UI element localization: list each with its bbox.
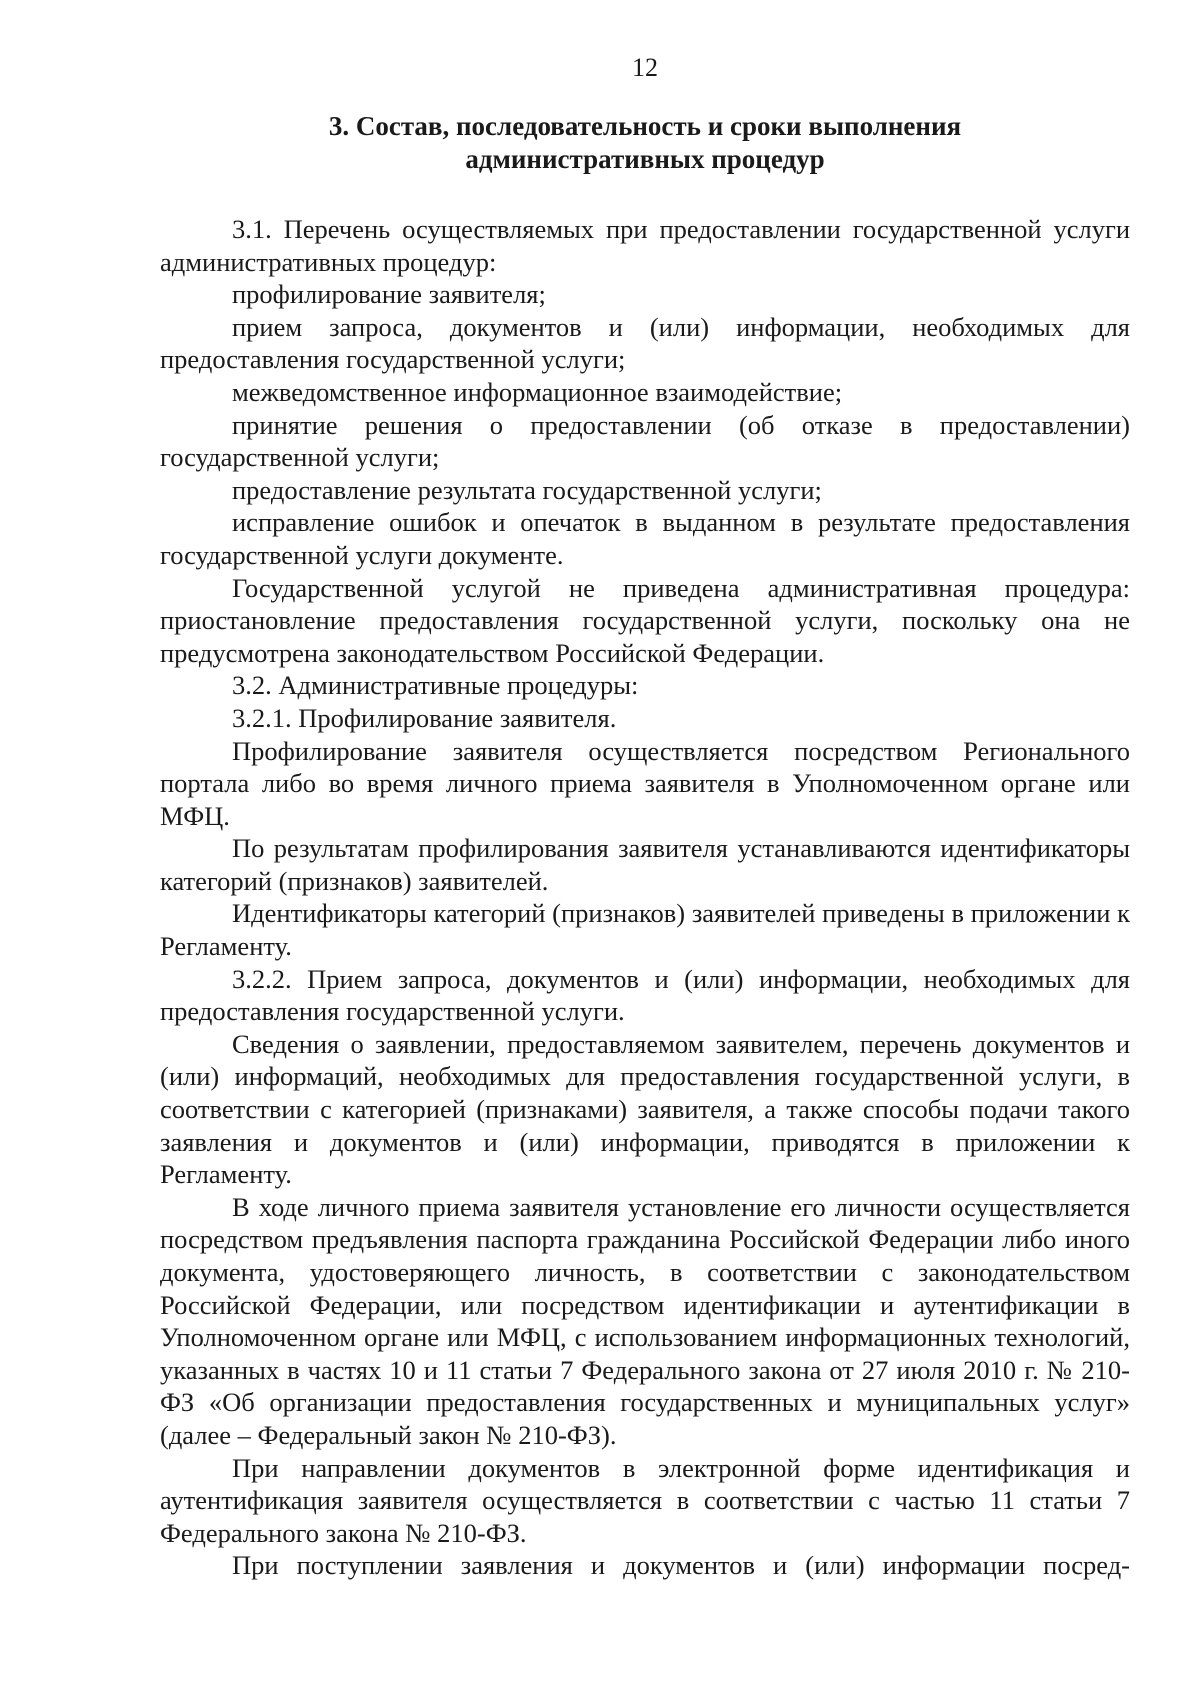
document-body (160, 213, 1130, 1582)
paragraph: Идентификаторы категорий (признаков) заявителей приведены в приложении к Регламенту. (160, 898, 1130, 962)
paragraph: Профилирование заявителя осуществляется посредством Регионального портала либо во время личного приема заявителя в Уполномоченном органе или МФЦ. (160, 735, 1130, 831)
list-item: профилирование заявителя; (232, 279, 546, 310)
subsection-heading: 3.2. Административные процедуры: (232, 670, 639, 701)
paragraph: 3.1. Перечень осуществляемых при предоставлении государственной услуги административных процедур: (160, 214, 1130, 277)
subsection-heading: 3.2.2. Прием запроса, документов и (или) информации, необходимых для предоставления государственной услуги. (160, 963, 1130, 1027)
section-heading-line-1: 3. Состав, последовательность и сроки выполнения (328, 111, 962, 141)
page-number: 12 (632, 53, 658, 82)
subsection-heading: 3.2.1. Профилирование заявителя. (232, 702, 617, 733)
list-item: межведомственное информационное взаимодействие; (232, 376, 843, 407)
section-heading-line-2: административных процедур (465, 144, 825, 174)
paragraph: Государственной услугой не приведена административная процедура: приостановление предоставления государственной услуги, поскольку она не предусмотрена законодательством Российской Федерации. (160, 572, 1130, 668)
paragraph: В ходе личного приема заявителя установление его личности осуществляется посредством предъявления паспорта гражданина Российской Федерации либо иного документа, удостоверяющего личность, в соответствии с законодательством Российской Федерации, или посредством идентификации и аутентификации в Уполномоченном органе или МФЦ, с использованием информационных технологий, указанных в частях 10 и 11 статьи 7 Федерального закона от 27 июля 2010 г. № 210-ФЗ «Об организации предоставления государственных и муниципальных услуг» (далее – Федеральный закон № 210-ФЗ). (160, 1191, 1130, 1450)
list-item: предоставление результата государственной услуги; (232, 474, 822, 505)
list-item: исправление ошибок и опечаток в выданном в результате предоставления государственной услуги документе. (160, 507, 1130, 570)
paragraph: При направлении документов в электронной форме идентификация и аутентификация заявителя осуществляется в соответствии с частью 11 статьи 7 Федерального закона № 210-ФЗ. (160, 1452, 1130, 1548)
list-item: прием запроса, документов и (или) информации, необходимых для предоставления государственной услуги; (160, 311, 1130, 375)
paragraph: Сведения о заявлении, предоставляемом заявителем, перечень документов и (или) информаций, необходимых для предоставления государственной услуги, в соответствии с категорией (признаками) заявителя, а также способы подачи такого заявления и документов и (или) информации, приводятся в приложении к Регламенту. (160, 1028, 1130, 1190)
paragraph: По результатам профилирования заявителя устанавливаются идентификаторы категорий (признаков) заявителей. (160, 833, 1130, 896)
paragraph: При поступлении заявления и документов и (или) информации посред- (232, 1550, 1130, 1581)
section-heading (160, 110, 1130, 176)
list-item: принятие решения о предоставлении (об отказе в предоставлении) государственной услуги; (160, 409, 1130, 473)
